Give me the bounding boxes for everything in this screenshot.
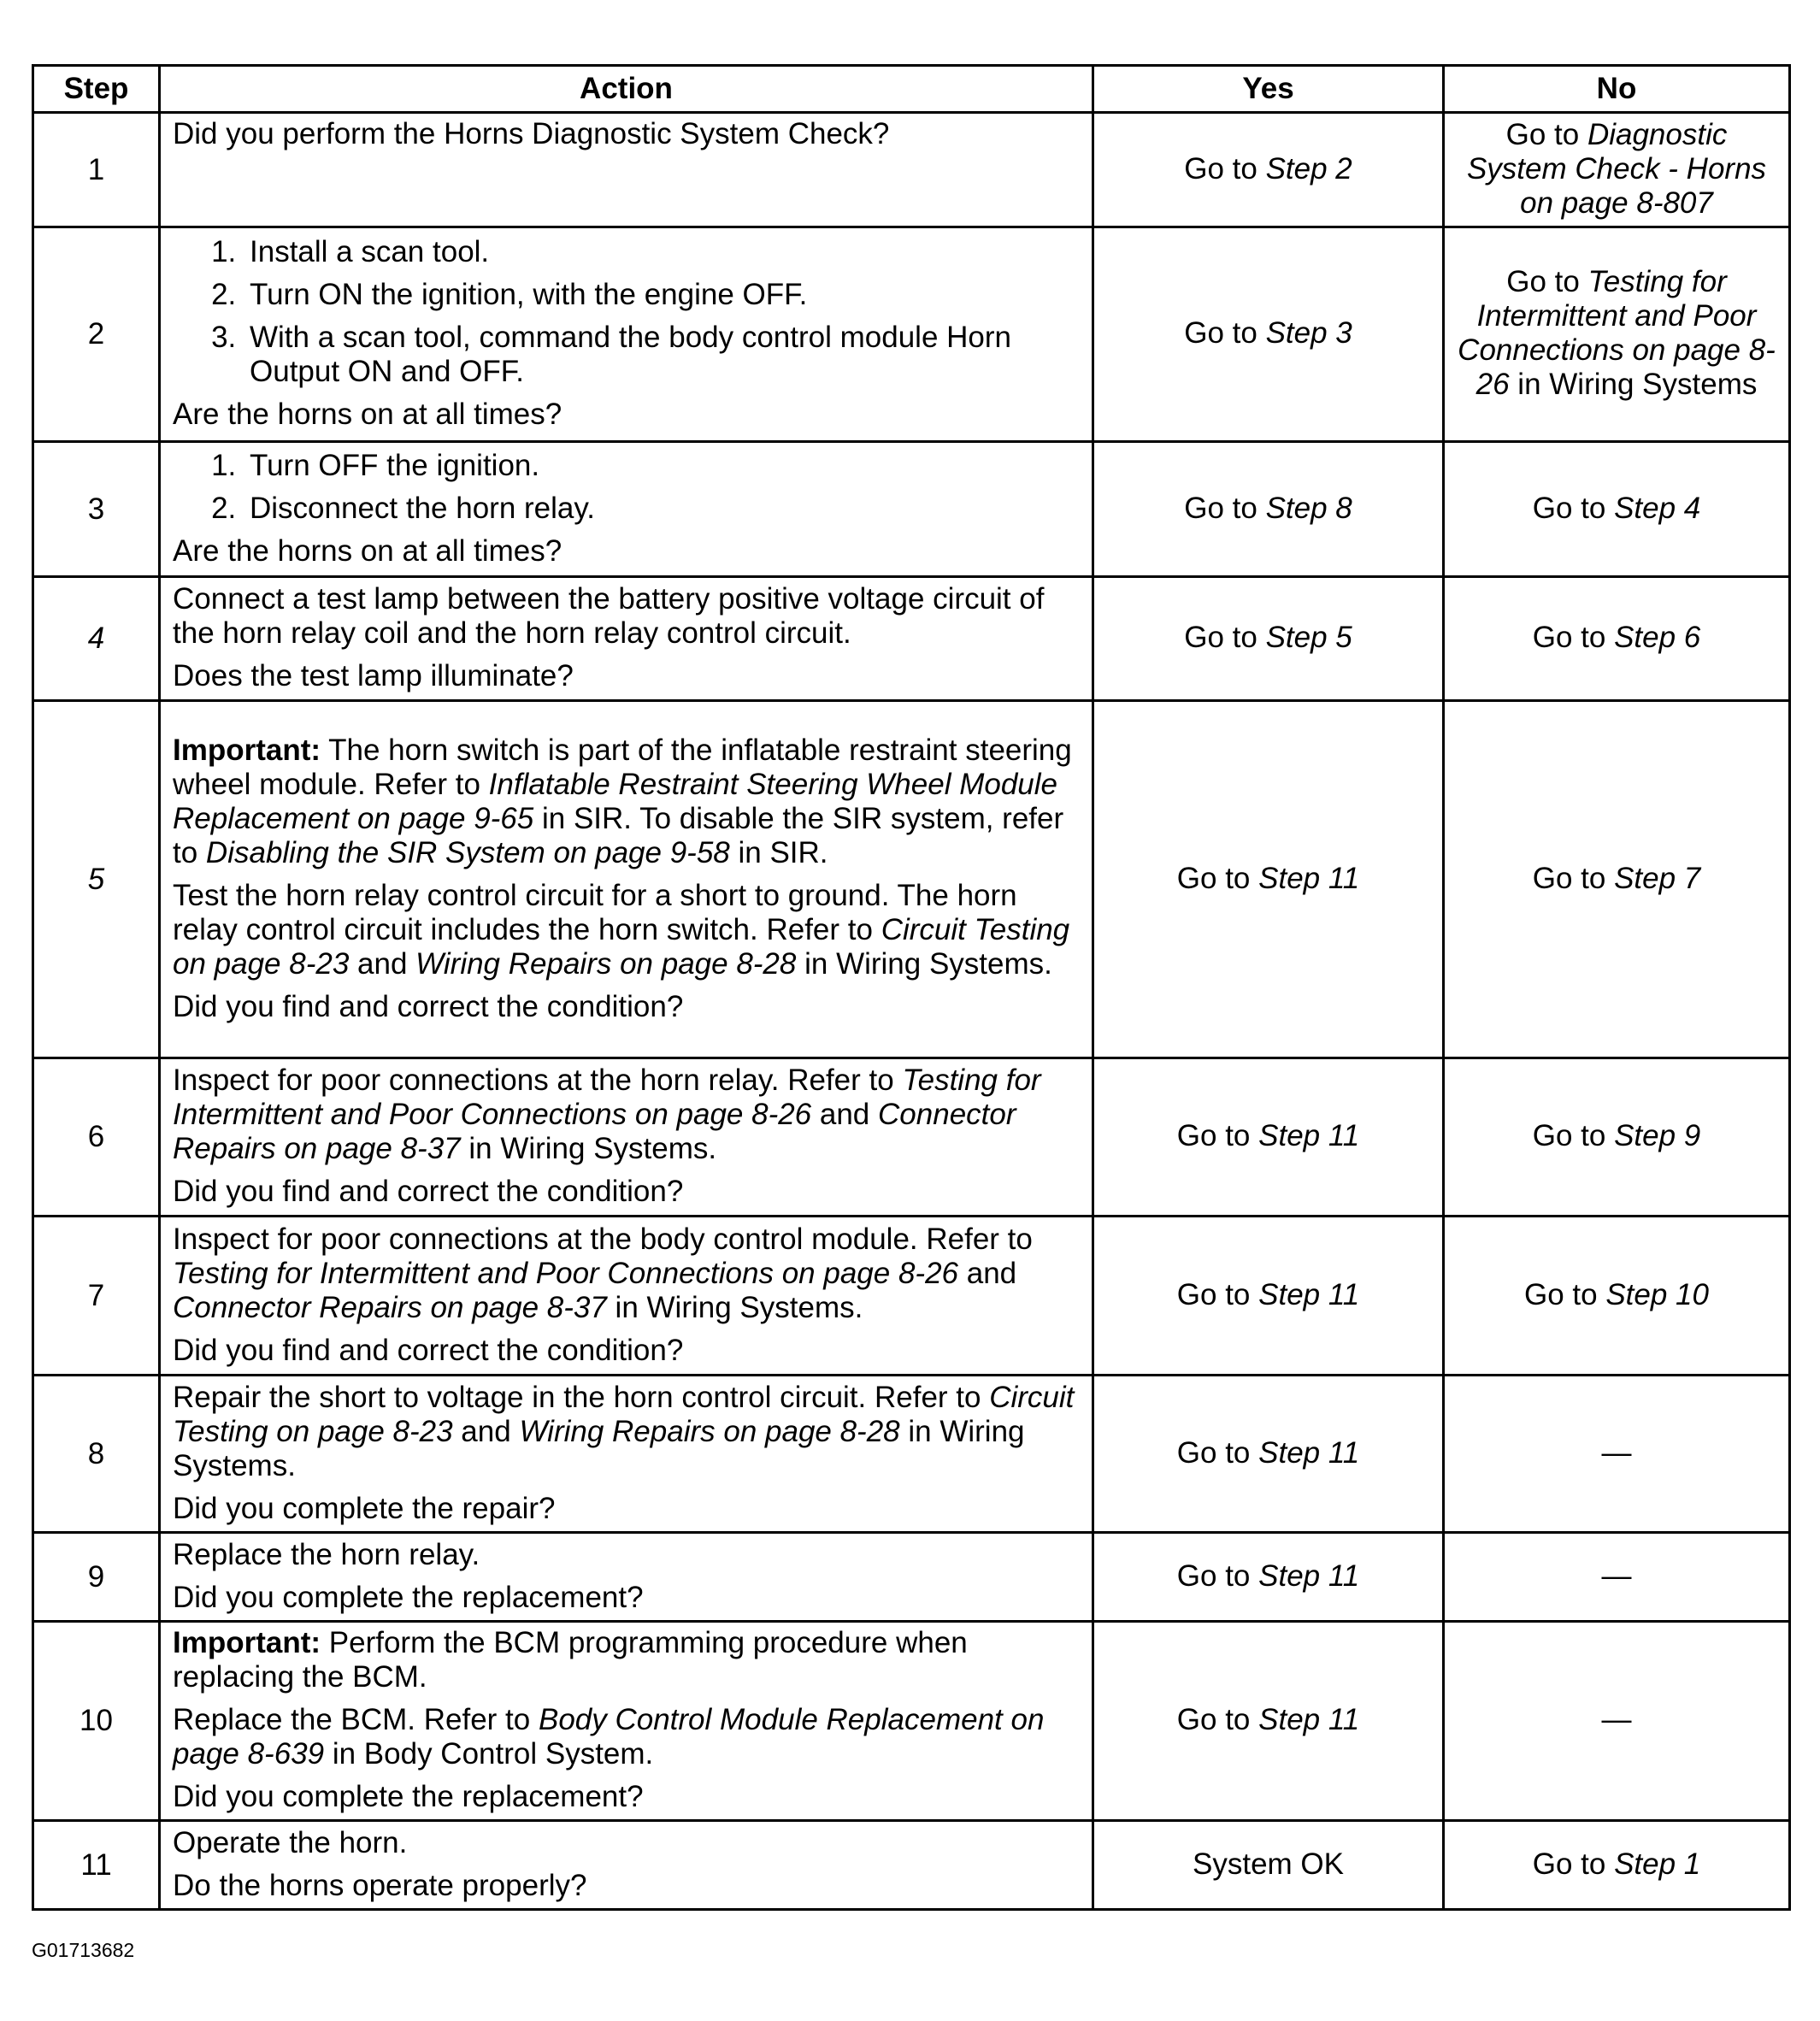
procedure-item: 2. Disconnect the horn relay. xyxy=(244,492,1080,526)
no-cell: Go to Step 7 xyxy=(1444,701,1790,1058)
action-cell xyxy=(160,1217,1093,1376)
no-cell: Go to Step 1 xyxy=(1444,1821,1790,1910)
action-question: Did you complete the replacement? xyxy=(173,1580,644,1614)
table-row xyxy=(33,1821,1790,1910)
yes-cell: Go to Step 11 xyxy=(1093,1376,1444,1533)
no-cell: Go to Testing for Intermittent and Poor Connections on page 8-26 in Wiring Systems xyxy=(1444,227,1790,442)
action-question: Did you complete the repair? xyxy=(173,1491,556,1525)
step-number: 5 xyxy=(33,701,160,1058)
no-cell: — xyxy=(1444,1376,1790,1533)
action-question: Are the horns on at all times? xyxy=(173,398,562,431)
action-question: Are the horns on at all times? xyxy=(173,533,562,568)
no-cell: Go to Step 9 xyxy=(1444,1058,1790,1217)
action-text: Did you perform the Horns Diagnostic System Check? xyxy=(173,117,890,150)
yes-cell: Go to Step 8 xyxy=(1093,442,1444,577)
no-cell: — xyxy=(1444,1533,1790,1622)
step-number: 10 xyxy=(33,1622,160,1821)
header-step: Step xyxy=(33,66,160,113)
action-cell xyxy=(160,701,1093,1058)
important-note: Important: Perform the BCM programming procedure when replacing the BCM. xyxy=(173,1626,968,1694)
step-number: 2 xyxy=(33,227,160,442)
action-question: Does the test lamp illuminate? xyxy=(173,659,574,692)
action-text: Test the horn relay control circuit for a short to ground. The horn relay control circuit includes the horn switch. Refer to Circuit Testing on page 8-23 and Wiring Repairs on page 8-28 in Wiring Systems. xyxy=(173,878,1070,981)
action-cell xyxy=(160,577,1093,701)
action-cell xyxy=(160,1058,1093,1217)
table-row xyxy=(33,1622,1790,1821)
procedure-item: 2. Turn ON the ignition, with the engine OFF. xyxy=(244,278,1080,312)
table-row xyxy=(33,1058,1790,1217)
header-action: Action xyxy=(160,66,1093,113)
step-number: 1 xyxy=(33,113,160,227)
procedure-item: 3. With a scan tool, command the body control module Horn Output ON and OFF. xyxy=(244,321,1080,389)
table-row xyxy=(33,1217,1790,1376)
yes-cell: Go to Step 11 xyxy=(1093,1622,1444,1821)
header-no: No xyxy=(1444,66,1790,113)
action-text: Operate the horn. xyxy=(173,1825,408,1859)
yes-cell: Go to Step 11 xyxy=(1093,1217,1444,1376)
action-cell xyxy=(160,113,1093,227)
step-number: 8 xyxy=(33,1376,160,1533)
action-question: Did you find and correct the condition? xyxy=(173,1175,684,1208)
action-cell xyxy=(160,227,1093,442)
procedure-list xyxy=(173,449,1080,526)
no-cell: Go to Step 6 xyxy=(1444,577,1790,701)
table-row xyxy=(33,227,1790,442)
yes-cell: Go to Step 11 xyxy=(1093,701,1444,1058)
action-text: Connect a test lamp between the battery positive voltage circuit of the horn relay coil and the horn relay control circuit. xyxy=(173,582,1045,650)
action-question: Do the horns operate properly? xyxy=(173,1868,587,1902)
table-row xyxy=(33,701,1790,1058)
yes-cell: Go to Step 2 xyxy=(1093,113,1444,227)
action-question: Did you complete the replacement? xyxy=(173,1780,644,1813)
action-text: Inspect for poor connections at the body control module. Refer to Testing for Intermittent and Poor Connections on page 8-26 and Connector Repairs on page 8-37 in Wiring Systems. xyxy=(173,1222,1033,1324)
yes-cell: Go to Step 11 xyxy=(1093,1058,1444,1217)
important-note: Important: The horn switch is part of the inflatable restraint steering wheel module. Refer to Inflatable Restraint Steering Wheel Module Replacement on page 9-65 in SIR. To disable the SIR system, refer to Disabling the SIR System on page 9-58 in SIR. xyxy=(173,733,1072,869)
action-question: Did you find and correct the condition? xyxy=(173,989,684,1023)
yes-cell: Go to Step 11 xyxy=(1093,1533,1444,1622)
procedure-item: 1. Turn OFF the ignition. xyxy=(244,449,1080,483)
action-cell xyxy=(160,1533,1093,1622)
yes-cell: Go to Step 5 xyxy=(1093,577,1444,701)
action-text: Repair the short to voltage in the horn control circuit. Refer to Circuit Testing on page 8-23 and Wiring Repairs on page 8-28 in Wiring Systems. xyxy=(173,1380,1075,1482)
action-cell xyxy=(160,1821,1093,1910)
yes-cell: System OK xyxy=(1093,1821,1444,1910)
procedure-item: 1. Install a scan tool. xyxy=(244,235,1080,269)
diagnostic-table xyxy=(32,64,1791,1911)
table-row xyxy=(33,442,1790,577)
figure-id: G01713682 xyxy=(32,1939,135,1961)
table-row xyxy=(33,1376,1790,1533)
yes-cell: Go to Step 3 xyxy=(1093,227,1444,442)
step-number: 6 xyxy=(33,1058,160,1217)
procedure-list xyxy=(173,235,1080,389)
no-cell: Go to Step 10 xyxy=(1444,1217,1790,1376)
table-row xyxy=(33,113,1790,227)
action-cell xyxy=(160,1376,1093,1533)
step-number: 9 xyxy=(33,1533,160,1622)
action-cell xyxy=(160,442,1093,577)
step-number: 3 xyxy=(33,442,160,577)
step-number: 4 xyxy=(33,577,160,701)
no-cell: — xyxy=(1444,1622,1790,1821)
step-number: 7 xyxy=(33,1217,160,1376)
action-text: Inspect for poor connections at the horn relay. Refer to Testing for Intermittent and Poor Connections on page 8-26 and Connector Repairs on page 8-37 in Wiring Systems. xyxy=(173,1064,1041,1165)
no-cell: Go to Step 4 xyxy=(1444,442,1790,577)
step-number: 11 xyxy=(33,1821,160,1910)
action-text: Replace the BCM. Refer to Body Control Module Replacement on page 8-639 in Body Control System. xyxy=(173,1703,1045,1771)
table-row xyxy=(33,1533,1790,1622)
action-question: Did you find and correct the condition? xyxy=(173,1333,684,1367)
header-row xyxy=(33,66,1790,113)
table-row xyxy=(33,577,1790,701)
no-cell: Go to Diagnostic System Check - Horns on page 8-807 xyxy=(1444,113,1790,227)
action-cell xyxy=(160,1622,1093,1821)
action-text: Replace the horn relay. xyxy=(173,1537,480,1571)
header-yes: Yes xyxy=(1093,66,1444,113)
